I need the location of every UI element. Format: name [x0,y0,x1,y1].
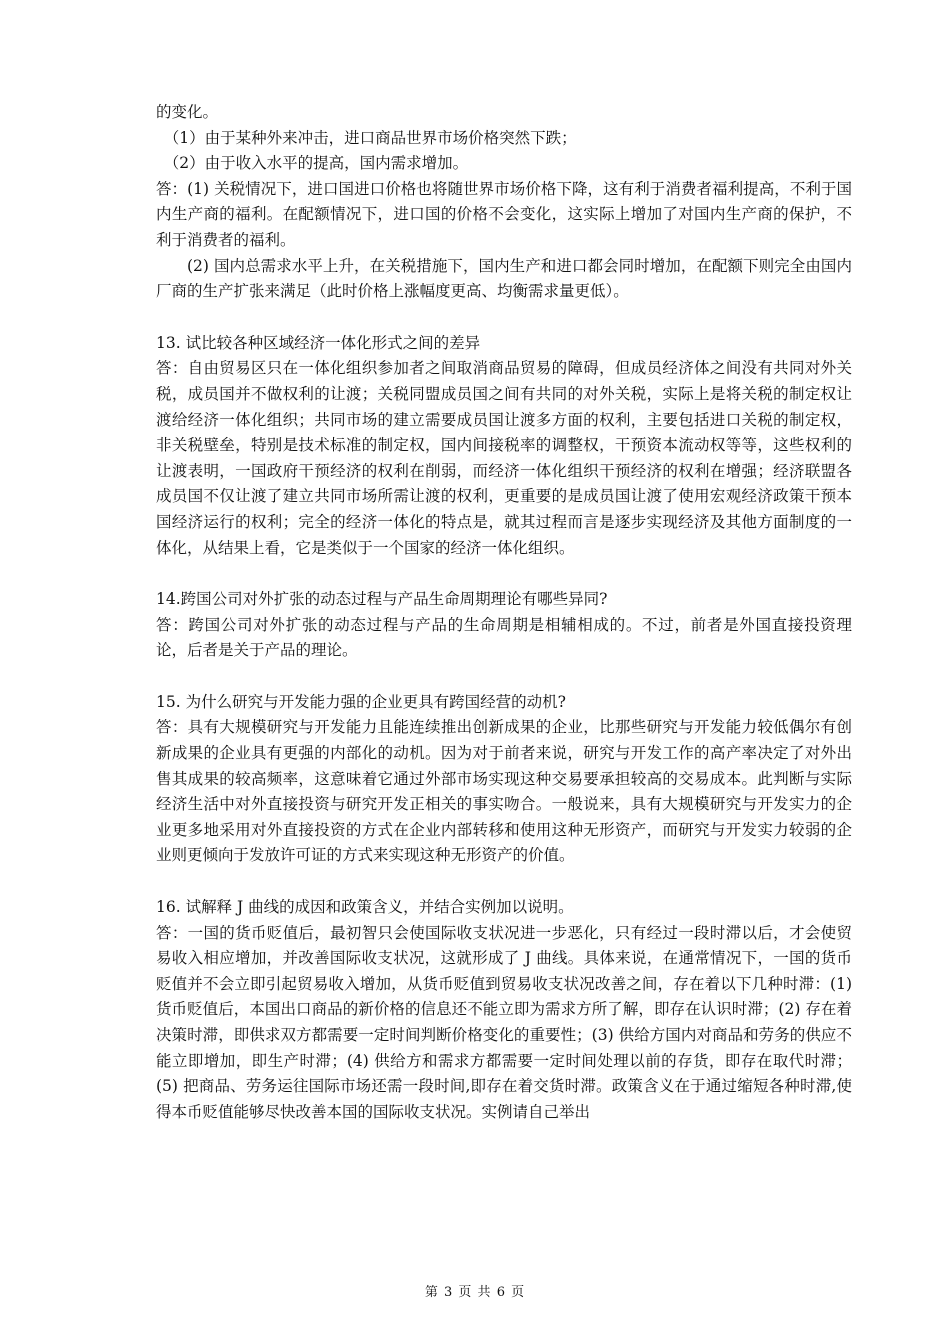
answer-16: 答：一国的货币贬值后，最初智只会使国际收支状况进一步恶化，只有经过一段时滞以后，才会使贸易收入相应增加，并改善国际收支状况，这就形成了 J 曲线。具体来说，在通常情况下，一国的货币贬值并不会立即引起贸易收入增加，从货币贬值到贸易收支状况改善之间，存在着以下几种时滞：(1) 货币贬值后，本国出口商品的新价格的信息还不能立即为需求方所了解，即存在认识时滞；(2) 存在着决策时滞，即供求双方都需要一定时间判断价格变化的重要性；(3) 供给方国内对商品和劳务的供应不能立即增加，即生产时滞；(4) 供给方和需求方都需要一定时间处理以前的存货，即存在取代时滞；(5) 把商品、劳务运往国际市场还需一段时间,即存在着交货时滞。政策含义在于通过缩短各种时滞,使得本币贬值能够尽快改善本国的国际收支状况。实例请自己举出 [156,923,852,1121]
spacer [156,869,852,895]
question-13: 13. 试比较各种区域经济一体化形式之间的差异 [156,333,481,352]
question-12-item-1: （1）由于某种外来冲击，进口商品世界市场价格突然下跌； [163,128,577,147]
answer-15: 答：具有大规模研究与开发能力且能连续推出创新成果的企业，比那些研究与开发能力较低偶尔有创新成果的企业具有更强的内部化的动机。因为对于前者来说，研究与开发工作的高产率决定了对外出售其成果的较高频率，这意味着它通过外部市场实现这种交易要承担较高的交易成本。此判断与实际经济生活中对外直接投资与研究开发正相关的事实吻合。一般说来，具有大规模研究与开发实力的企业更多地采用对外直接投资的方式在企业内部转移和使用这种无形资产，而研究与开发实力较弱的企业则更倾向于发放许可证的方式来实现这种无形资产的价值。 [156,718,852,865]
page-number-footer: 第 3 页 共 6 页 [424,1285,526,1300]
spacer [156,561,852,587]
answer-14: 答：跨国公司对外扩张的动态过程与产品的生命周期是相辅相成的。不过，前者是外国直接投资理论，后者是关于产品的理论。 [156,615,852,660]
question-12-item-2: （2）由于收入水平的提高，国内需求增加。 [163,154,469,173]
page-content [156,100,852,1125]
question-15: 15. 为什么研究与开发能力强的企业更具有跨国经营的动机? [156,692,566,711]
spacer [156,305,852,331]
spacer [156,664,852,690]
question-16: 16. 试解释 J 曲线的成因和政策含义，并结合实例加以说明。 [156,898,574,917]
paragraph-continuation: 的变化。 [156,103,219,121]
answer-13: 答：自由贸易区只在一体化组织参加者之间取消商品贸易的障碍，但成员经济体之间没有共同对外关税，成员国并不做权利的让渡；关税同盟成员国之间有共同的对外关税，实际上是将关税的制定权让渡给经济一体化组织；共同市场的建立需要成员国让渡多方面的权利，主要包括进口关税的制定权，非关税壁垒，特别是技术标准的制定权，国内间接税率的调整权，干预资本流动权等等，这些权利的让渡表明，一国政府干预经济的权利在削弱，而经济一体化组织干预经济的权利在增强；经济联盟各成员国不仅让渡了建立共同市场所需让渡的权利，更重要的是成员国让渡了使用宏观经济政策干预本国经济运行的权利；完全的经济一体化的特点是，就其过程而言是逐步实现经济及其他方面制度的一体化，从结果上看，它是类似于一个国家的经济一体化组织。 [156,359,852,557]
answer-12-part-2: (2) 国内总需求水平上升，在关税措施下，国内生产和进口都会同时增加，在配额下则完全由国内厂商的生产扩张来满足（此时价格上涨幅度更高、均衡需求量更低）。 [156,256,852,301]
question-14: 14.跨国公司对外扩张的动态过程与产品生命周期理论有哪些异同? [156,590,608,609]
answer-12-part-1: 答：(1) 关税情况下，进口国进口价格也将随世界市场价格下降，这有利于消费者福利提高，不利于国内生产商的福利。在配额情况下，进口国的价格不会变化，这实际上增加了对国内生产商的保护，不利于消费者的福利。 [156,179,852,249]
